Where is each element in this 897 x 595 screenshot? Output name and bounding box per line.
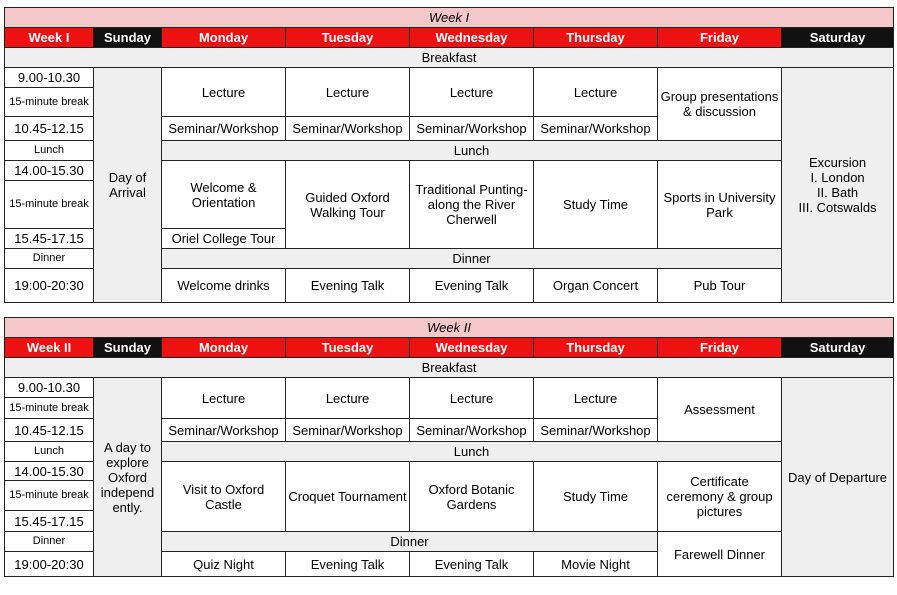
seminar-cell: Seminar/Workshop xyxy=(286,419,410,442)
time-slot: 14.00-15.30 xyxy=(5,462,94,481)
lunch-slot: Lunch xyxy=(5,141,94,161)
thursday-afternoon-activity: Study Time xyxy=(534,161,658,249)
dinner-slot: Dinner xyxy=(5,532,94,552)
time-slot: 14.00-15.30 xyxy=(5,161,94,181)
time-slot: 19:00-20:30 xyxy=(5,552,94,577)
time-slot: 9.00-10.30 xyxy=(5,68,94,88)
friday-afternoon-activity: Certificate ceremony & group pictures xyxy=(658,462,782,532)
breakfast-row: Breakfast xyxy=(5,358,894,378)
time-slot: 9.00-10.30 xyxy=(5,378,94,398)
tuesday-afternoon-activity: Croquet Tournament xyxy=(286,462,410,532)
wednesday-afternoon-activity: Traditional Punting- along the River Cherwell xyxy=(410,161,534,249)
evening-activity: Organ Concert xyxy=(534,269,658,303)
evening-activity: Evening Talk xyxy=(286,552,410,577)
seminar-cell: Seminar/Workshop xyxy=(534,419,658,442)
evening-activity: Pub Tour xyxy=(658,269,782,303)
lecture-cell: Lecture xyxy=(410,68,534,117)
monday-header: Monday xyxy=(162,28,286,48)
lecture-cell: Lecture xyxy=(162,378,286,419)
monday-header: Monday xyxy=(162,338,286,358)
time-slot: 19:00-20:30 xyxy=(5,269,94,303)
tuesday-afternoon-activity: Guided Oxford Walking Tour xyxy=(286,161,410,249)
saturday-activity: Day of Departure xyxy=(782,378,894,577)
sunday-activity: Day of Arrival xyxy=(94,68,162,303)
break-slot: 15-minute break xyxy=(5,481,94,511)
tuesday-header: Tuesday xyxy=(286,338,410,358)
lecture-cell: Lecture xyxy=(534,378,658,419)
lunch-row: Lunch xyxy=(162,141,782,161)
monday-afternoon-activity: Visit to Oxford Castle xyxy=(162,462,286,532)
sunday-header: Sunday xyxy=(94,28,162,48)
break-slot: 15-minute break xyxy=(5,398,94,419)
lecture-cell: Lecture xyxy=(410,378,534,419)
evening-activity: Evening Talk xyxy=(286,269,410,303)
tuesday-header: Tuesday xyxy=(286,28,410,48)
dinner-row: Dinner xyxy=(162,532,658,552)
seminar-cell: Seminar/Workshop xyxy=(162,419,286,442)
monday-afternoon-activity: Welcome & Orientation xyxy=(162,161,286,229)
evening-activity: Movie Night xyxy=(534,552,658,577)
lecture-cell: Lecture xyxy=(534,68,658,117)
break-slot: 15-minute break xyxy=(5,88,94,117)
week-label-header: Week I xyxy=(5,28,94,48)
week-1-schedule-table xyxy=(4,7,894,303)
friday-header: Friday xyxy=(658,28,782,48)
seminar-cell: Seminar/Workshop xyxy=(286,117,410,141)
evening-activity: Evening Talk xyxy=(410,269,534,303)
evening-activity: Quiz Night xyxy=(162,552,286,577)
evening-activity: Welcome drinks xyxy=(162,269,286,303)
friday-afternoon-activity: Sports in University Park xyxy=(658,161,782,249)
seminar-cell: Seminar/Workshop xyxy=(162,117,286,141)
time-slot: 15.45-17.15 xyxy=(5,511,94,532)
sunday-header: Sunday xyxy=(94,338,162,358)
evening-activity: Evening Talk xyxy=(410,552,534,577)
seminar-cell: Seminar/Workshop xyxy=(410,419,534,442)
lunch-row: Lunch xyxy=(162,442,782,462)
thursday-header: Thursday xyxy=(534,338,658,358)
friday-header: Friday xyxy=(658,338,782,358)
lecture-cell: Lecture xyxy=(162,68,286,117)
saturday-header: Saturday xyxy=(782,338,894,358)
thursday-header: Thursday xyxy=(534,28,658,48)
time-slot: 15.45-17.15 xyxy=(5,229,94,249)
wednesday-afternoon-activity: Oxford Botanic Gardens xyxy=(410,462,534,532)
sunday-activity: A day to explore Oxford independ ently. xyxy=(94,378,162,577)
saturday-header: Saturday xyxy=(782,28,894,48)
friday-morning-activity: Group presentations & discussion xyxy=(658,68,782,141)
week-title: Week II xyxy=(5,318,894,338)
time-slot: 10.45-12.15 xyxy=(5,419,94,442)
week-title: Week I xyxy=(5,8,894,28)
lecture-cell: Lecture xyxy=(286,68,410,117)
saturday-activity: Excursion I. London II. Bath III. Cotswalds xyxy=(782,68,894,303)
week-label-header: Week II xyxy=(5,338,94,358)
time-slot: 10.45-12.15 xyxy=(5,117,94,141)
lecture-cell: Lecture xyxy=(286,378,410,419)
thursday-afternoon-activity: Study Time xyxy=(534,462,658,532)
dinner-slot: Dinner xyxy=(5,249,94,269)
breakfast-row: Breakfast xyxy=(5,48,894,68)
break-slot: 15-minute break xyxy=(5,181,94,229)
monday-tour-activity: Oriel College Tour xyxy=(162,229,286,249)
seminar-cell: Seminar/Workshop xyxy=(410,117,534,141)
week-2-schedule-table xyxy=(4,317,894,577)
lunch-slot: Lunch xyxy=(5,442,94,462)
wednesday-header: Wednesday xyxy=(410,28,534,48)
seminar-cell: Seminar/Workshop xyxy=(534,117,658,141)
dinner-row: Dinner xyxy=(162,249,782,269)
wednesday-header: Wednesday xyxy=(410,338,534,358)
friday-morning-activity: Assessment xyxy=(658,378,782,442)
friday-evening-activity: Farewell Dinner xyxy=(658,532,782,577)
